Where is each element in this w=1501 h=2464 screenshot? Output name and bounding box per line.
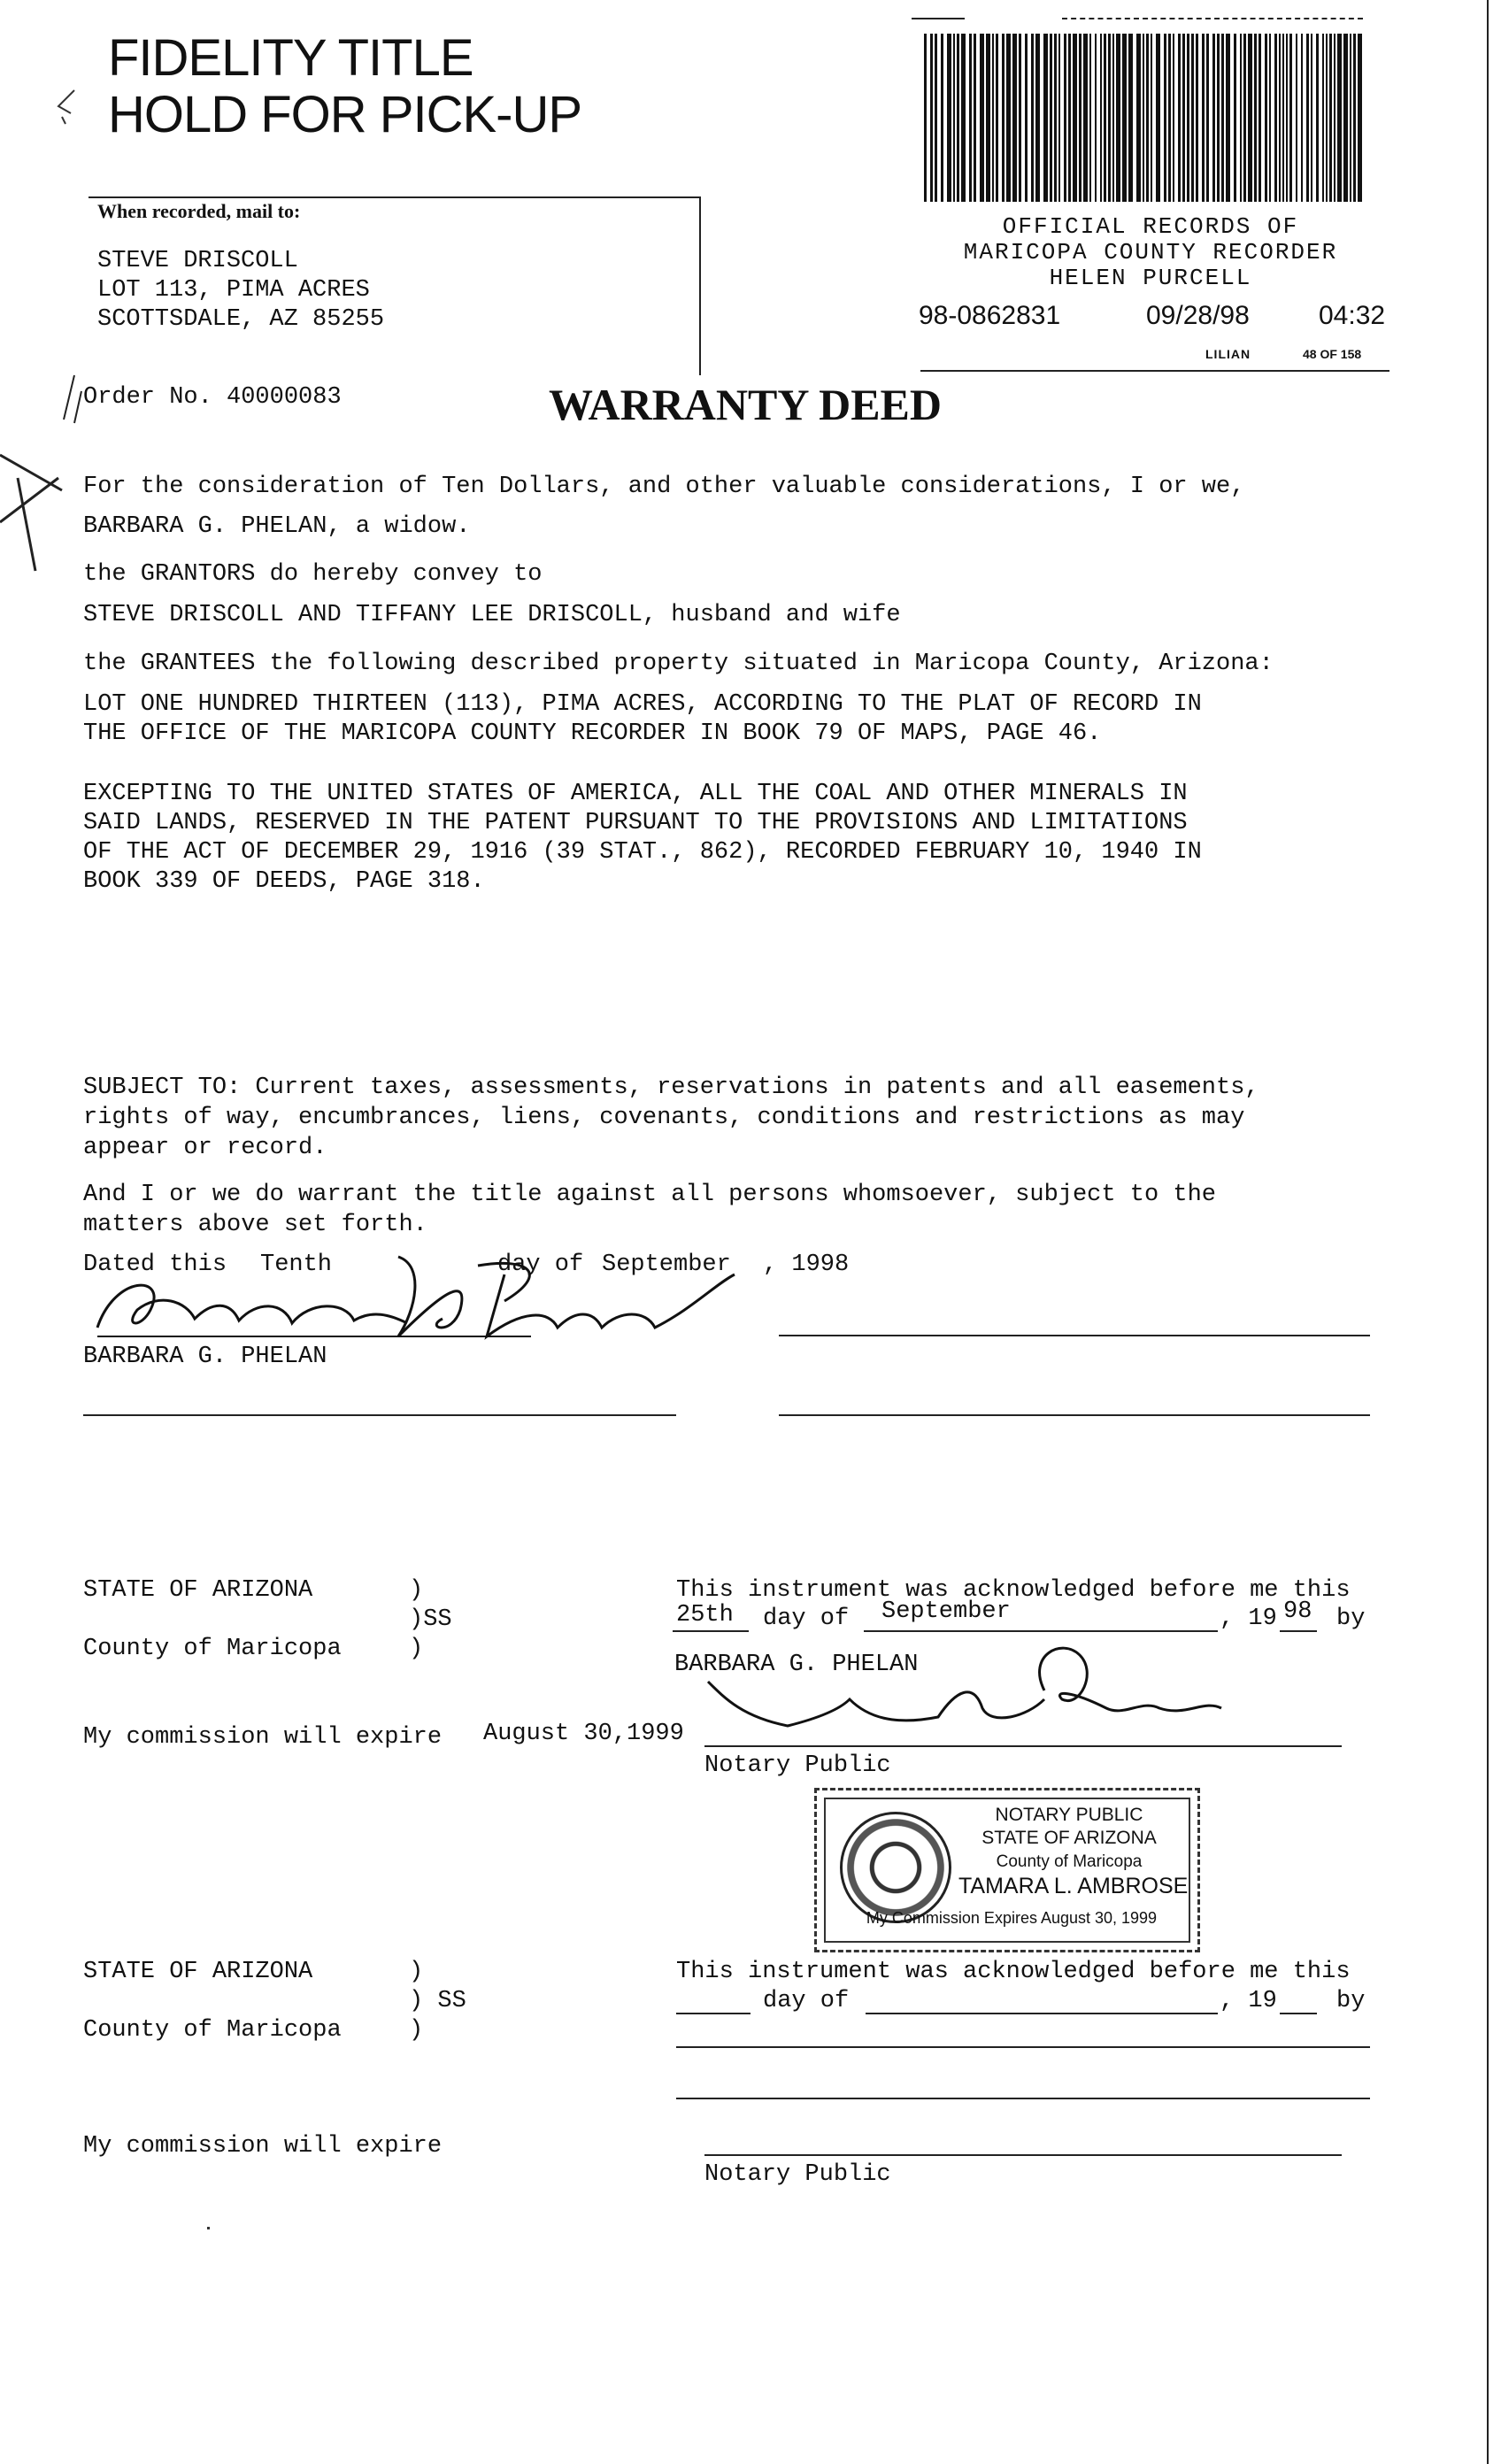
notary1-paren: ) xyxy=(409,1577,424,1604)
pen-mark-icon xyxy=(50,87,85,127)
barcode-bar xyxy=(1269,34,1271,202)
stamp-expiry: My Commission Expires August 30, 1999 xyxy=(866,1909,1158,1927)
notary1-by: by xyxy=(1336,1605,1366,1632)
barcode-bar xyxy=(935,34,937,202)
notary2-paren: ) xyxy=(409,2017,424,2044)
barcode-bar xyxy=(1168,34,1171,202)
recorder-line-2: MARICOPA COUNTY RECORDER xyxy=(963,239,1338,266)
barcode-bar xyxy=(1035,34,1040,202)
notary2-county: County of Maricopa xyxy=(83,2017,342,2044)
recording-date: 09/28/98 xyxy=(1146,301,1250,330)
barcode-bar xyxy=(1012,34,1017,202)
barcode-bar xyxy=(1306,34,1309,202)
barcode-bar xyxy=(980,34,984,202)
barcode-bar xyxy=(1136,34,1141,202)
property-location-line: the GRANTEES the following described property situated in Maricopa County, Arizona: xyxy=(83,651,1274,677)
margin-cross-icon xyxy=(0,443,71,575)
notary1-year-suffix: 98 xyxy=(1283,1598,1312,1625)
notary1-signature xyxy=(690,1637,1239,1752)
stamp-line-2: STATE OF ARIZONA xyxy=(981,1828,1157,1848)
dated-day-of: day of xyxy=(497,1251,584,1278)
barcode-bar xyxy=(1122,34,1127,202)
recorder-line-1: OFFICIAL RECORDS OF xyxy=(1002,213,1299,240)
barcode-bar xyxy=(1206,34,1209,202)
barcode-bar xyxy=(941,34,943,202)
barcode-bar xyxy=(1079,34,1081,202)
barcode-bar xyxy=(1173,34,1174,202)
notary2-year-prefix: , 19 xyxy=(1220,1988,1277,2014)
barcode-bar xyxy=(1286,34,1288,202)
notary1-ss: )SS xyxy=(409,1606,452,1633)
warrant-line: And I or we do warrant the title against all persons whomsoever, subject to the xyxy=(83,1182,1217,1208)
mail-to-line: SCOTTSDALE, AZ 85255 xyxy=(97,306,385,333)
notary1-county: County of Maricopa xyxy=(83,1636,342,1662)
barcode-bar xyxy=(1100,34,1102,202)
barcode-bar xyxy=(1240,34,1242,202)
barcode-bar xyxy=(1274,34,1277,202)
dated-month: September xyxy=(602,1251,731,1278)
barcode-bar xyxy=(1217,34,1220,202)
barcode-bar xyxy=(1002,34,1005,202)
barcode-bar xyxy=(1143,34,1144,202)
order-number: Order No. 40000083 xyxy=(83,384,342,411)
right-edge-line xyxy=(1487,0,1489,2464)
barcode-bar xyxy=(1006,34,1011,202)
barcode xyxy=(924,34,1366,202)
scan-speck xyxy=(207,2227,210,2229)
grantee-names: STEVE DRISCOLL AND TIFFANY LEE DRISCOLL, husband and wife xyxy=(83,602,901,628)
convey-line: the GRANTORS do hereby convey to xyxy=(83,561,543,588)
barcode-bar xyxy=(1265,34,1267,202)
barcode-bar xyxy=(1043,34,1048,202)
notary2-by: by xyxy=(1336,1988,1366,2014)
subject-to-line: appear or record. xyxy=(83,1135,327,1161)
barcode-bar xyxy=(974,34,976,202)
barcode-bar xyxy=(1350,34,1351,202)
notary1-ack-line: This instrument was acknowledged before me this xyxy=(676,1577,1351,1604)
notary1-commission-date: August 30,1999 xyxy=(483,1721,684,1747)
barcode-bar xyxy=(969,34,972,202)
barcode-bar xyxy=(1212,34,1215,202)
barcode-bar xyxy=(1289,34,1292,202)
barcode-bar xyxy=(1334,34,1336,202)
notary-stamp xyxy=(814,1788,1200,1952)
barcode-bar xyxy=(1064,34,1066,202)
barcode-bar xyxy=(1112,34,1114,202)
barcode-bar xyxy=(996,34,998,202)
barcode-bar xyxy=(1316,34,1319,202)
mail-to-label: When recorded, mail to: xyxy=(97,200,301,222)
barcode-bar xyxy=(1073,34,1077,202)
notary2-notary-label: Notary Public xyxy=(704,2161,891,2188)
state-seal-icon xyxy=(840,1812,951,1923)
barcode-bar xyxy=(961,34,966,202)
dated-year: , 1998 xyxy=(763,1251,850,1278)
barcode-bar xyxy=(1068,34,1071,202)
warrant-line: matters above set forth. xyxy=(83,1212,427,1238)
notary1-notary-label: Notary Public xyxy=(704,1752,891,1779)
barcode-bar xyxy=(953,34,955,202)
notary1-signer: BARBARA G. PHELAN xyxy=(674,1652,919,1678)
barcode-bar xyxy=(1187,34,1189,202)
barcode-bar xyxy=(1108,34,1111,202)
barcode-bar xyxy=(1326,34,1328,202)
barcode-bar xyxy=(1248,34,1252,202)
barcode-bar xyxy=(1282,34,1284,202)
notary1-commission-label: My commission will expire xyxy=(83,1724,443,1751)
recording-time: 04:32 xyxy=(1319,301,1386,330)
margin-mark-icon xyxy=(55,372,87,425)
barcode-bar xyxy=(1296,34,1297,202)
barcode-bar xyxy=(1031,34,1034,202)
barcode-bar xyxy=(1329,34,1332,202)
barcode-bar xyxy=(1083,34,1088,202)
barcode-bar xyxy=(1358,34,1362,202)
notary1-year-prefix: , 19 xyxy=(1220,1605,1277,1632)
barcode-bar xyxy=(1337,34,1342,202)
grantor-name: BARBARA G. PHELAN, a widow. xyxy=(83,513,471,540)
recording-clerk: LILIAN xyxy=(1205,347,1251,361)
barcode-bar xyxy=(1202,34,1205,202)
barcode-bar xyxy=(1089,34,1091,202)
notary2-paren: ) xyxy=(409,1959,424,1985)
barcode-bar xyxy=(1196,34,1198,202)
exception-line: SAID LANDS, RESERVED IN THE PATENT PURSUANT TO THE PROVISIONS AND LIMITATIONS xyxy=(83,810,1188,836)
barcode-bar xyxy=(992,34,994,202)
recorder-line-3: HELEN PURCELL xyxy=(1049,265,1252,291)
banner-line-2: HOLD FOR PICK-UP xyxy=(108,86,582,143)
barcode-bar xyxy=(1116,34,1120,202)
notary2-state: STATE OF ARIZONA xyxy=(83,1959,313,1985)
grantor-signature-name: BARBARA G. PHELAN xyxy=(83,1344,327,1370)
legal-description-line: THE OFFICE OF THE MARICOPA COUNTY RECORDER IN BOOK 79 OF MAPS, PAGE 46. xyxy=(83,720,1102,747)
barcode-bar xyxy=(1191,34,1194,202)
mail-to-line: STEVE DRISCOLL xyxy=(97,248,298,274)
barcode-bar xyxy=(1234,34,1236,202)
exception-line: EXCEPTING TO THE UNITED STATES OF AMERICA, ALL THE COAL AND OTHER MINERALS IN xyxy=(83,781,1188,807)
barcode-bar xyxy=(1128,34,1133,202)
consideration-line: For the consideration of Ten Dollars, and other valuable considerations, I or we, xyxy=(83,474,1245,500)
notary1-day: 25th xyxy=(676,1602,734,1629)
barcode-icon xyxy=(924,34,1366,202)
barcode-bar xyxy=(947,34,951,202)
exception-line: OF THE ACT OF DECEMBER 29, 1916 (39 STAT., 862), RECORDED FEBRUARY 10, 1940 IN xyxy=(83,839,1202,866)
barcode-bar xyxy=(924,34,927,202)
barcode-bar xyxy=(986,34,990,202)
barcode-bar xyxy=(1164,34,1166,202)
notary2-day-of: day of xyxy=(763,1988,850,2014)
barcode-bar xyxy=(1151,34,1152,202)
barcode-bar xyxy=(1025,34,1028,202)
barcode-bar xyxy=(1311,34,1312,202)
subject-to-line: SUBJECT TO: Current taxes, assessments, reservations in patents and all easements, xyxy=(83,1074,1259,1101)
dated-label: Dated this xyxy=(83,1251,227,1278)
barcode-bar xyxy=(1353,34,1356,202)
grantor-signature xyxy=(89,1239,743,1354)
barcode-bar xyxy=(1343,34,1348,202)
exception-line: BOOK 339 OF DEEDS, PAGE 318. xyxy=(83,868,485,895)
dated-day: Tenth xyxy=(260,1251,333,1278)
barcode-bar xyxy=(1104,34,1106,202)
barcode-bar xyxy=(1221,34,1224,202)
notary2-ack-line: This instrument was acknowledged before me this xyxy=(676,1959,1351,1985)
banner-line-1: FIDELITY TITLE xyxy=(108,29,473,87)
barcode-bar xyxy=(1058,34,1060,202)
document-title: WARRANTY DEED xyxy=(549,380,943,429)
barcode-bar xyxy=(1182,34,1185,202)
notary1-state: STATE OF ARIZONA xyxy=(83,1577,313,1604)
barcode-bar xyxy=(1226,34,1230,202)
barcode-bar xyxy=(1178,34,1181,202)
barcode-bar xyxy=(1243,34,1246,202)
stamp-line-1: NOTARY PUBLIC xyxy=(995,1805,1143,1825)
subject-to-line: rights of way, encumbrances, liens, covenants, conditions and restrictions as may xyxy=(83,1105,1245,1131)
stamp-line-3: County of Maricopa xyxy=(996,1852,1143,1871)
barcode-bar xyxy=(1301,34,1303,202)
recording-number: 98-0862831 xyxy=(919,301,1061,330)
mail-to-line: LOT 113, PIMA ACRES xyxy=(97,277,370,304)
recording-page-count: 48 OF 158 xyxy=(1303,347,1362,361)
notary2-ss: ) SS xyxy=(409,1988,466,2014)
barcode-bar xyxy=(1322,34,1324,202)
notary1-day-of: day of xyxy=(763,1605,850,1632)
barcode-bar xyxy=(1050,34,1052,202)
barcode-bar xyxy=(1054,34,1057,202)
barcode-bar xyxy=(930,34,933,202)
barcode-bar xyxy=(957,34,959,202)
barcode-bar xyxy=(1019,34,1021,202)
barcode-bar xyxy=(1259,34,1261,202)
barcode-bar xyxy=(1254,34,1257,202)
notary1-month: September xyxy=(881,1598,1011,1625)
notary1-paren: ) xyxy=(409,1636,424,1662)
legal-description-line: LOT ONE HUNDRED THIRTEEN (113), PIMA ACRES, ACCORDING TO THE PLAT OF RECORD IN xyxy=(83,691,1202,718)
barcode-bar xyxy=(1095,34,1097,202)
barcode-bar xyxy=(1156,34,1160,202)
barcode-bar xyxy=(1279,34,1281,202)
stamp-notary-name: TAMARA L. AMBROSE xyxy=(958,1874,1189,1898)
barcode-bar xyxy=(1146,34,1149,202)
notary2-commission-label: My commission will expire xyxy=(83,2133,443,2160)
